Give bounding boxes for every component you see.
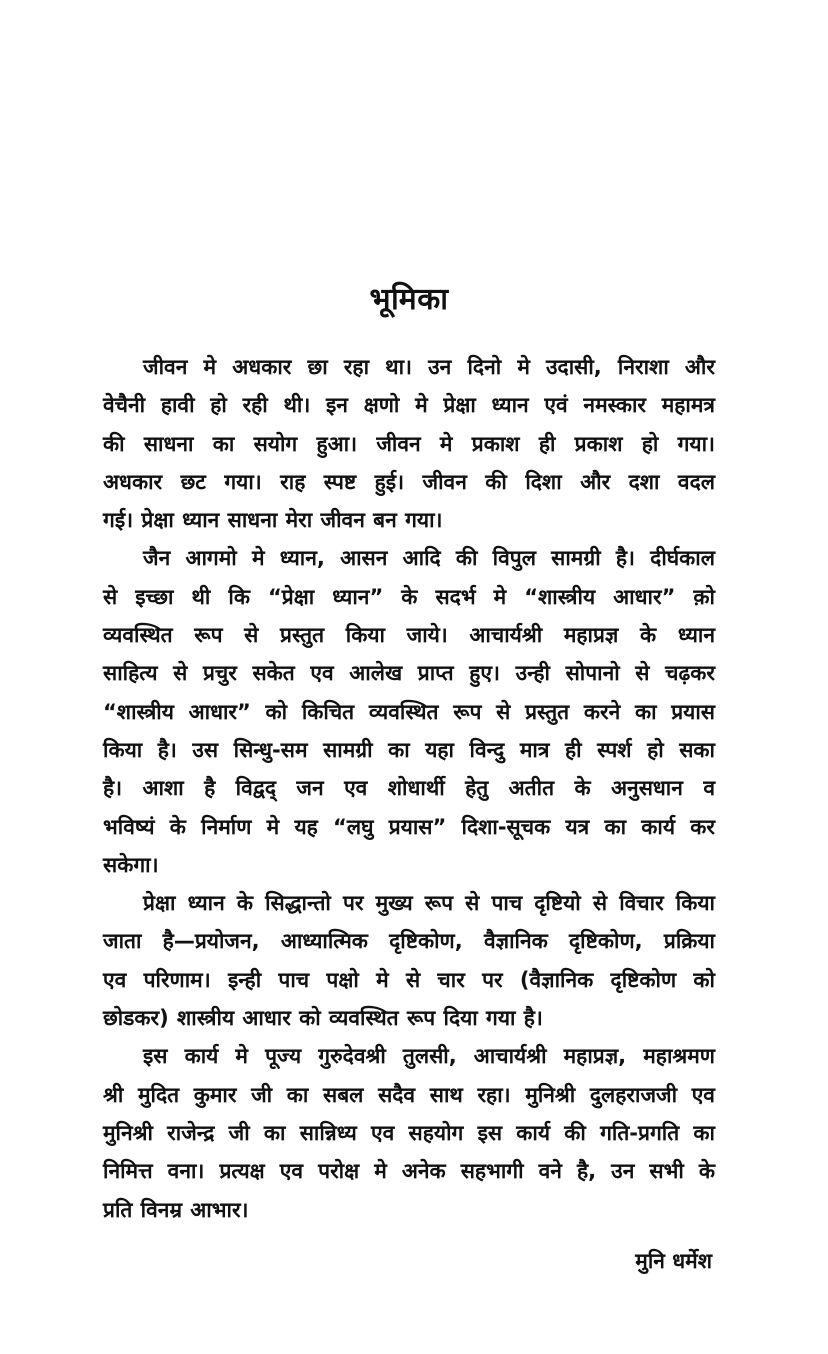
page-title: भूमिका [369, 282, 449, 317]
text-line: निमित्त वना। प्रत्यक्ष एव परोक्ष मे अनेक सहभागी वने है, उन सभी के [103, 1159, 715, 1184]
text-line: जैन आगमो मे ध्यान, आसन आदि की विपुल सामग्री है। दीर्घकाल [143, 546, 715, 571]
text-line: व्यवस्थित रूप से प्रस्तुत किया जाये। आचार्यश्री महाप्रज्ञ के ध्यान [103, 623, 715, 648]
paragraph-1 [103, 348, 715, 539]
text-line: जीवन मे अधकार छा रहा था। उन दिनो मे उदासी, निराशा और [143, 355, 715, 379]
text-line: जाता है—प्रयोजन, आध्यात्मिक दृष्टिकोण, वैज्ञानिक दृष्टिकोण, प्रक्रिया [103, 929, 715, 954]
author-signature: मुनि धर्मेश [635, 1248, 712, 1273]
text-line: इस कार्य मे पूज्य गुरुदेवश्री तुलसी, आचार्यश्री महाप्रज्ञ, महाश्रमण [143, 1044, 715, 1069]
text-line: सकेगा। [103, 852, 159, 877]
text-line: अधकार छट गया। राह स्पष्ट हुई। जीवन की दिशा और दशा वदल [103, 469, 715, 494]
text-line: “शास्त्रीय आधार” को किचित व्यवस्थित रूप से प्रस्तुत करने का प्रयास [103, 699, 715, 724]
text-line: श्री मुदित कुमार जी का सबल सदैव साथ रहा। मुनिश्री दुलहराजजी एव [103, 1082, 715, 1107]
text-line: एव परिणाम। इन्ही पाच पक्षो मे से चार पर (वैज्ञानिक दृष्टिकोण को [103, 967, 715, 992]
paragraph-3 [103, 884, 715, 1037]
text-line: गई। प्रेक्षा ध्यान साधना मेरा जीवन बन गया। [103, 508, 443, 533]
text-line: प्रेक्षा ध्यान के सिद्धान्तो पर मुख्य रूप से पाच दृष्टियो से विचार किया [143, 891, 715, 916]
text-line: वेचैनी हावी हो रही थी। इन क्षणो मे प्रेक्षा ध्यान एवं नमस्कार महामत्र [103, 393, 715, 418]
text-line: किया है। उस सिन्धु-सम सामग्री का यहा विन्दु मात्र ही स्पर्श हो सका [103, 737, 715, 762]
text-line: भविष्यं के निर्माण मे यह “लघु प्रयास” दिशा-सूचक यत्र का कार्य कर [103, 814, 715, 839]
text-line: है। आशा है विद्वद् जन एव शोधार्थी हेतु अतीत के अनुसधान व [103, 776, 715, 801]
text-line: मुनिश्री राजेन्द्र जी का सान्निध्य एव सहयोग इस कार्य की गति-प्रगति का [103, 1120, 715, 1145]
text-line: छोडकर) शास्त्रीय आधार को व्यवस्थित रूप दिया गया है। [103, 1006, 543, 1031]
text-line: की साधना का सयोग हुआ। जीवन मे प्रकाश ही प्रकाश हो गया। [103, 431, 715, 456]
text-line: से इच्छा थी कि “प्रेक्षा ध्यान” के सदर्भ मे “शास्त्रीय आधार” क़ो [103, 584, 715, 609]
text-line: प्रति विनम्र आभार। [103, 1197, 249, 1222]
paragraph-4 [103, 1037, 715, 1228]
document-page [103, 280, 715, 1281]
text-line: साहित्य से प्रचुर सकेत एव आलेख प्राप्त हुए। उन्ही सोपानो से चढ़कर [103, 661, 715, 686]
paragraph-2 [103, 539, 715, 884]
